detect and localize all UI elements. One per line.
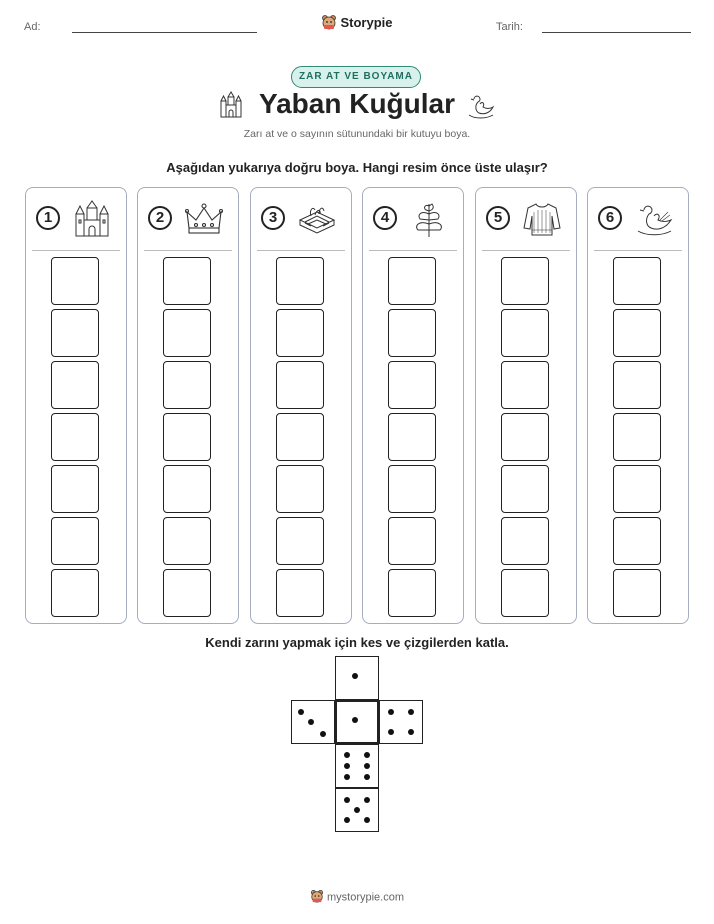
color-cell[interactable] xyxy=(501,361,549,409)
dice-face-4 xyxy=(379,700,423,744)
dice-face-1 xyxy=(335,700,379,744)
swan-icon xyxy=(466,91,496,121)
column-6 xyxy=(587,187,689,624)
color-cell[interactable] xyxy=(613,309,661,357)
column-3 xyxy=(250,187,352,624)
dice-pip xyxy=(364,817,370,823)
color-cell[interactable] xyxy=(163,309,211,357)
color-cell[interactable] xyxy=(501,309,549,357)
column-divider xyxy=(482,250,570,251)
column-divider xyxy=(257,250,345,251)
column-number: 1 xyxy=(36,206,60,230)
color-cell[interactable] xyxy=(163,361,211,409)
dice-pip xyxy=(364,797,370,803)
color-cell[interactable] xyxy=(501,257,549,305)
color-cell[interactable] xyxy=(51,517,99,565)
color-cell[interactable] xyxy=(388,465,436,513)
color-cell[interactable] xyxy=(163,517,211,565)
page-title: Yaban Kuğular xyxy=(258,88,456,119)
column-divider xyxy=(32,250,120,251)
color-cell[interactable] xyxy=(501,517,549,565)
column-2 xyxy=(137,187,239,624)
color-cell[interactable] xyxy=(388,257,436,305)
color-cell[interactable] xyxy=(613,257,661,305)
color-cell[interactable] xyxy=(501,569,549,617)
nettle-plant-icon xyxy=(409,200,449,238)
dice-pip xyxy=(364,774,370,780)
crown-icon xyxy=(184,200,224,238)
color-cell[interactable] xyxy=(51,569,99,617)
color-cell[interactable] xyxy=(51,361,99,409)
color-cell[interactable] xyxy=(613,413,661,461)
color-cell[interactable] xyxy=(163,413,211,461)
color-cell[interactable] xyxy=(163,257,211,305)
color-cell[interactable] xyxy=(276,309,324,357)
date-label: Tarih: xyxy=(496,21,523,33)
color-cell[interactable] xyxy=(388,413,436,461)
color-cell[interactable] xyxy=(51,413,99,461)
column-5 xyxy=(475,187,577,624)
color-cell[interactable] xyxy=(276,569,324,617)
column-number: 3 xyxy=(261,206,285,230)
dice-pip xyxy=(354,807,360,813)
page-subtitle: Zarı at ve o sayının sütunundaki bir kutuyu boya. xyxy=(243,128,471,140)
dice-pip xyxy=(344,752,350,758)
dice-pip xyxy=(298,709,304,715)
color-cell[interactable] xyxy=(613,517,661,565)
dice-pip xyxy=(364,763,370,769)
column-number: 2 xyxy=(148,206,172,230)
color-cell[interactable] xyxy=(276,517,324,565)
brand-name: Storypie xyxy=(340,14,393,30)
column-number: 6 xyxy=(598,206,622,230)
dice-pip xyxy=(344,763,350,769)
color-cell[interactable] xyxy=(388,517,436,565)
color-cell[interactable] xyxy=(51,257,99,305)
color-cell[interactable] xyxy=(613,361,661,409)
dice-pip xyxy=(344,817,350,823)
column-number: 5 xyxy=(486,206,510,230)
color-cell[interactable] xyxy=(163,465,211,513)
dice-pip xyxy=(352,717,358,723)
dice-face-5 xyxy=(335,788,379,832)
knitted-shirt-icon xyxy=(522,200,562,238)
color-cell[interactable] xyxy=(501,413,549,461)
dice-pip xyxy=(408,729,414,735)
color-cell[interactable] xyxy=(613,569,661,617)
basket-of-nettles-icon xyxy=(297,200,337,238)
color-cell[interactable] xyxy=(276,361,324,409)
color-cell[interactable] xyxy=(276,465,324,513)
color-cell[interactable] xyxy=(51,309,99,357)
name-label: Ad: xyxy=(24,21,41,33)
dice-pip xyxy=(344,774,350,780)
dice-pip xyxy=(352,673,358,679)
color-cell[interactable] xyxy=(388,309,436,357)
dice-face-3 xyxy=(291,700,335,744)
dice-pip xyxy=(388,729,394,735)
column-divider xyxy=(594,250,682,251)
bear-logo-icon xyxy=(321,14,337,33)
color-cell[interactable] xyxy=(51,465,99,513)
brand-logo xyxy=(0,14,714,33)
color-cell[interactable] xyxy=(613,465,661,513)
swan-icon xyxy=(634,200,674,238)
color-cell[interactable] xyxy=(388,569,436,617)
dice-face-6 xyxy=(335,744,379,788)
dice-pip xyxy=(388,709,394,715)
color-cell[interactable] xyxy=(276,257,324,305)
color-cell[interactable] xyxy=(276,413,324,461)
game-instruction: Aşağıdan yukarıya doğru boya. Hangi resim önce üste ulaşır? xyxy=(166,160,548,175)
bear-logo-icon xyxy=(310,889,324,906)
column-divider xyxy=(369,250,457,251)
dice-pip xyxy=(364,752,370,758)
column-divider xyxy=(144,250,232,251)
column-number: 4 xyxy=(373,206,397,230)
castle-icon xyxy=(72,200,112,238)
dice-pip xyxy=(344,797,350,803)
activity-badge: ZAR AT VE BOYAMA xyxy=(291,66,421,88)
color-cell[interactable] xyxy=(163,569,211,617)
column-1 xyxy=(25,187,127,624)
dice-pip xyxy=(320,731,326,737)
column-4 xyxy=(362,187,464,624)
footer-url[interactable]: mystorypie.com xyxy=(326,891,405,904)
dice-pip xyxy=(308,719,314,725)
dice-face-1 xyxy=(335,656,379,700)
color-cell[interactable] xyxy=(501,465,549,513)
footer xyxy=(0,889,714,906)
dice-pip xyxy=(408,709,414,715)
dice-instruction: Kendi zarını yapmak için kes ve çizgilerden katla. xyxy=(205,635,509,650)
color-cell[interactable] xyxy=(388,361,436,409)
